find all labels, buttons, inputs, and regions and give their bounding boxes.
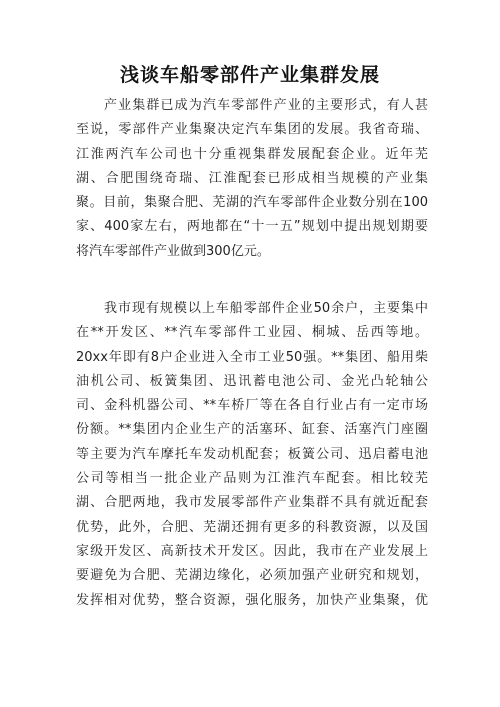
paragraph-2 <box>76 297 428 613</box>
document-title: 浅谈车船零部件产业集群发展 <box>119 64 380 86</box>
paragraph-line: 家、400家左右，两地都在“十一五”规划中提出规划期要 <box>76 219 428 235</box>
paragraph-line: 家级开发区、高新技术开发区。因此，我市在产业发展上 <box>76 543 428 559</box>
paragraph-line: 聚。目前，集聚合肥、芜湖的汽车零部件企业数分别在100 <box>76 195 428 211</box>
paragraph-line: 湖、合肥两地，我市发展零部件产业集群不具有就近配套 <box>76 495 428 511</box>
paragraph-line: 湖、合肥围绕奇瑞、江淮配套已形成相当规模的产业集 <box>76 170 428 186</box>
paragraph-1 <box>76 94 428 264</box>
paragraph-line: 江淮两汽车公司也十分重视集群发展配套企业。近年芜 <box>76 146 428 162</box>
paragraph-line: 20xx年即有8户企业进入全市工业50强。**集团、船用柴 <box>76 349 428 365</box>
paragraph-line: 等主要为汽车摩托车发动机配套；板簧公司、迅启蓄电池 <box>76 446 428 462</box>
paragraph-line: 油机公司、板簧集团、迅讯蓄电池公司、金光凸轮轴公 <box>76 373 428 389</box>
paragraph-line: 发挥相对优势，整合资源，强化服务，加快产业集聚，优 <box>76 592 428 608</box>
paragraph-line: 至说，零部件产业集聚决定汽车集团的发展。我省奇瑞、 <box>76 122 428 138</box>
paragraph-line: 将汽车零部件产业做到300亿元。 <box>76 243 270 259</box>
paragraph-line: 要避免为合肥、芜湖边缘化，必须加强产业研究和规划， <box>76 568 428 584</box>
paragraph-line: 司、金科机器公司、**车桥厂等在各自行业占有一定市场 <box>76 398 428 414</box>
paragraph-line: 我市现有规模以上车船零部件企业50余户，主要集中 <box>104 301 428 316</box>
paragraph-line: 份额。**集团内企业生产的活塞环、缸套、活塞汽门座圈 <box>76 422 428 438</box>
paragraph-line: 在**开发区、**汽车零部件工业园、桐城、岳西等地。 <box>76 325 428 341</box>
paragraph-line: 优势，此外，合肥、芜湖还拥有更多的科教资源，以及国 <box>76 519 428 535</box>
paragraph-line: 产业集群已成为汽车零部件产业的主要形式，有人甚 <box>104 98 428 113</box>
paragraph-line: 公司等相当一批企业产品则为江淮汽车配套。相比较芜 <box>76 471 428 487</box>
